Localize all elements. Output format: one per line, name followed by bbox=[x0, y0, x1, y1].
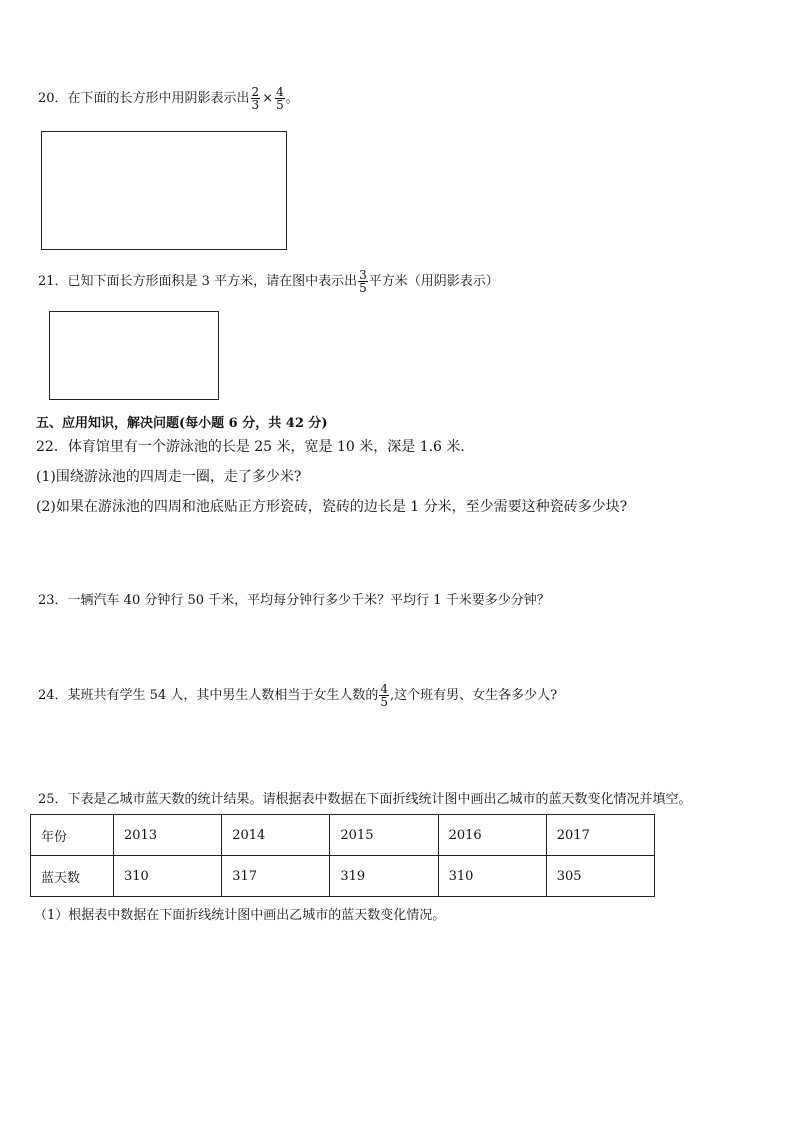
fraction-denominator: 3 bbox=[251, 98, 260, 112]
blue-sky-days-table bbox=[30, 814, 655, 897]
question-21 bbox=[38, 269, 499, 294]
question-21-text: 21．已知下面长方形面积是 3 平方米，请在图中表示出 bbox=[38, 274, 358, 289]
question-24-suffix: ,这个班有男、女生各多少人? bbox=[390, 688, 558, 703]
table-cell: 310 bbox=[114, 856, 222, 897]
table-cell: 2013 bbox=[114, 815, 222, 856]
question-25-sub-1: （1）根据表中数据在下面折线统计图中画出乙城市的蓝天数变化情况。 bbox=[34, 908, 446, 923]
times-sign: × bbox=[262, 90, 274, 106]
table-cell: 2017 bbox=[546, 815, 654, 856]
question-21-suffix: 平方米（用阴影表示） bbox=[368, 274, 499, 289]
table-cell: 310 bbox=[438, 856, 546, 897]
table-row bbox=[31, 856, 655, 897]
fraction-4-5 bbox=[379, 683, 389, 708]
question-22-part-1: (1)围绕游泳池的四周走一圈，走了多少米? bbox=[36, 469, 302, 485]
table-cell: 2016 bbox=[438, 815, 546, 856]
question-22-stem: 22．体育馆里有一个游泳池的长是 25 米，宽是 10 米，深是 1.6 米． bbox=[36, 439, 475, 455]
question-20 bbox=[38, 86, 299, 111]
question-24 bbox=[38, 683, 557, 708]
table-cell: 319 bbox=[330, 856, 438, 897]
table-header-cell: 年份 bbox=[31, 815, 114, 856]
table-row bbox=[31, 815, 655, 856]
fraction-2-3 bbox=[251, 86, 261, 111]
question-20-suffix: 。 bbox=[285, 91, 299, 106]
fraction-denominator: 5 bbox=[380, 695, 388, 709]
table-cell: 317 bbox=[222, 856, 330, 897]
fraction-3-5 bbox=[358, 269, 368, 294]
question-25-stem: 25．下表是乙城市蓝天数的统计结果。请根据表中数据在下面折线统计图中画出乙城市的蓝天数变化情况并填空。 bbox=[38, 792, 692, 807]
fraction-numerator: 4 bbox=[380, 682, 388, 696]
table-cell: 2014 bbox=[222, 815, 330, 856]
question-20-text: 20．在下面的长方形中用阴影表示出 bbox=[38, 91, 250, 106]
fraction-numerator: 3 bbox=[359, 268, 367, 282]
table-cell: 2015 bbox=[330, 815, 438, 856]
section-5-title: 五、应用知识，解决问题(每小题 6 分，共 42 分) bbox=[36, 416, 328, 431]
question-24-text: 24．某班共有学生 54 人，其中男生人数相当于女生人数的 bbox=[38, 688, 379, 703]
fraction-denominator: 5 bbox=[359, 281, 367, 295]
fraction-denominator: 5 bbox=[276, 98, 284, 112]
fraction-numerator: 2 bbox=[251, 85, 260, 99]
question-23: 23．一辆汽车 40 分钟行 50 千米，平均每分钟行多少千米？平均行 1 千米要多少分钟？ bbox=[38, 593, 550, 608]
table-header-cell: 蓝天数 bbox=[31, 856, 114, 897]
question-21-rectangle[interactable] bbox=[49, 311, 219, 400]
table-cell: 305 bbox=[546, 856, 654, 897]
fraction-numerator: 4 bbox=[276, 85, 284, 99]
fraction-4-5 bbox=[275, 86, 285, 111]
question-20-rectangle[interactable] bbox=[41, 131, 287, 250]
question-22-part-2: (2)如果在游泳池的四周和池底贴正方形瓷砖，瓷砖的边长是 1 分米，至少需要这种瓷砖多少块? bbox=[36, 499, 628, 515]
